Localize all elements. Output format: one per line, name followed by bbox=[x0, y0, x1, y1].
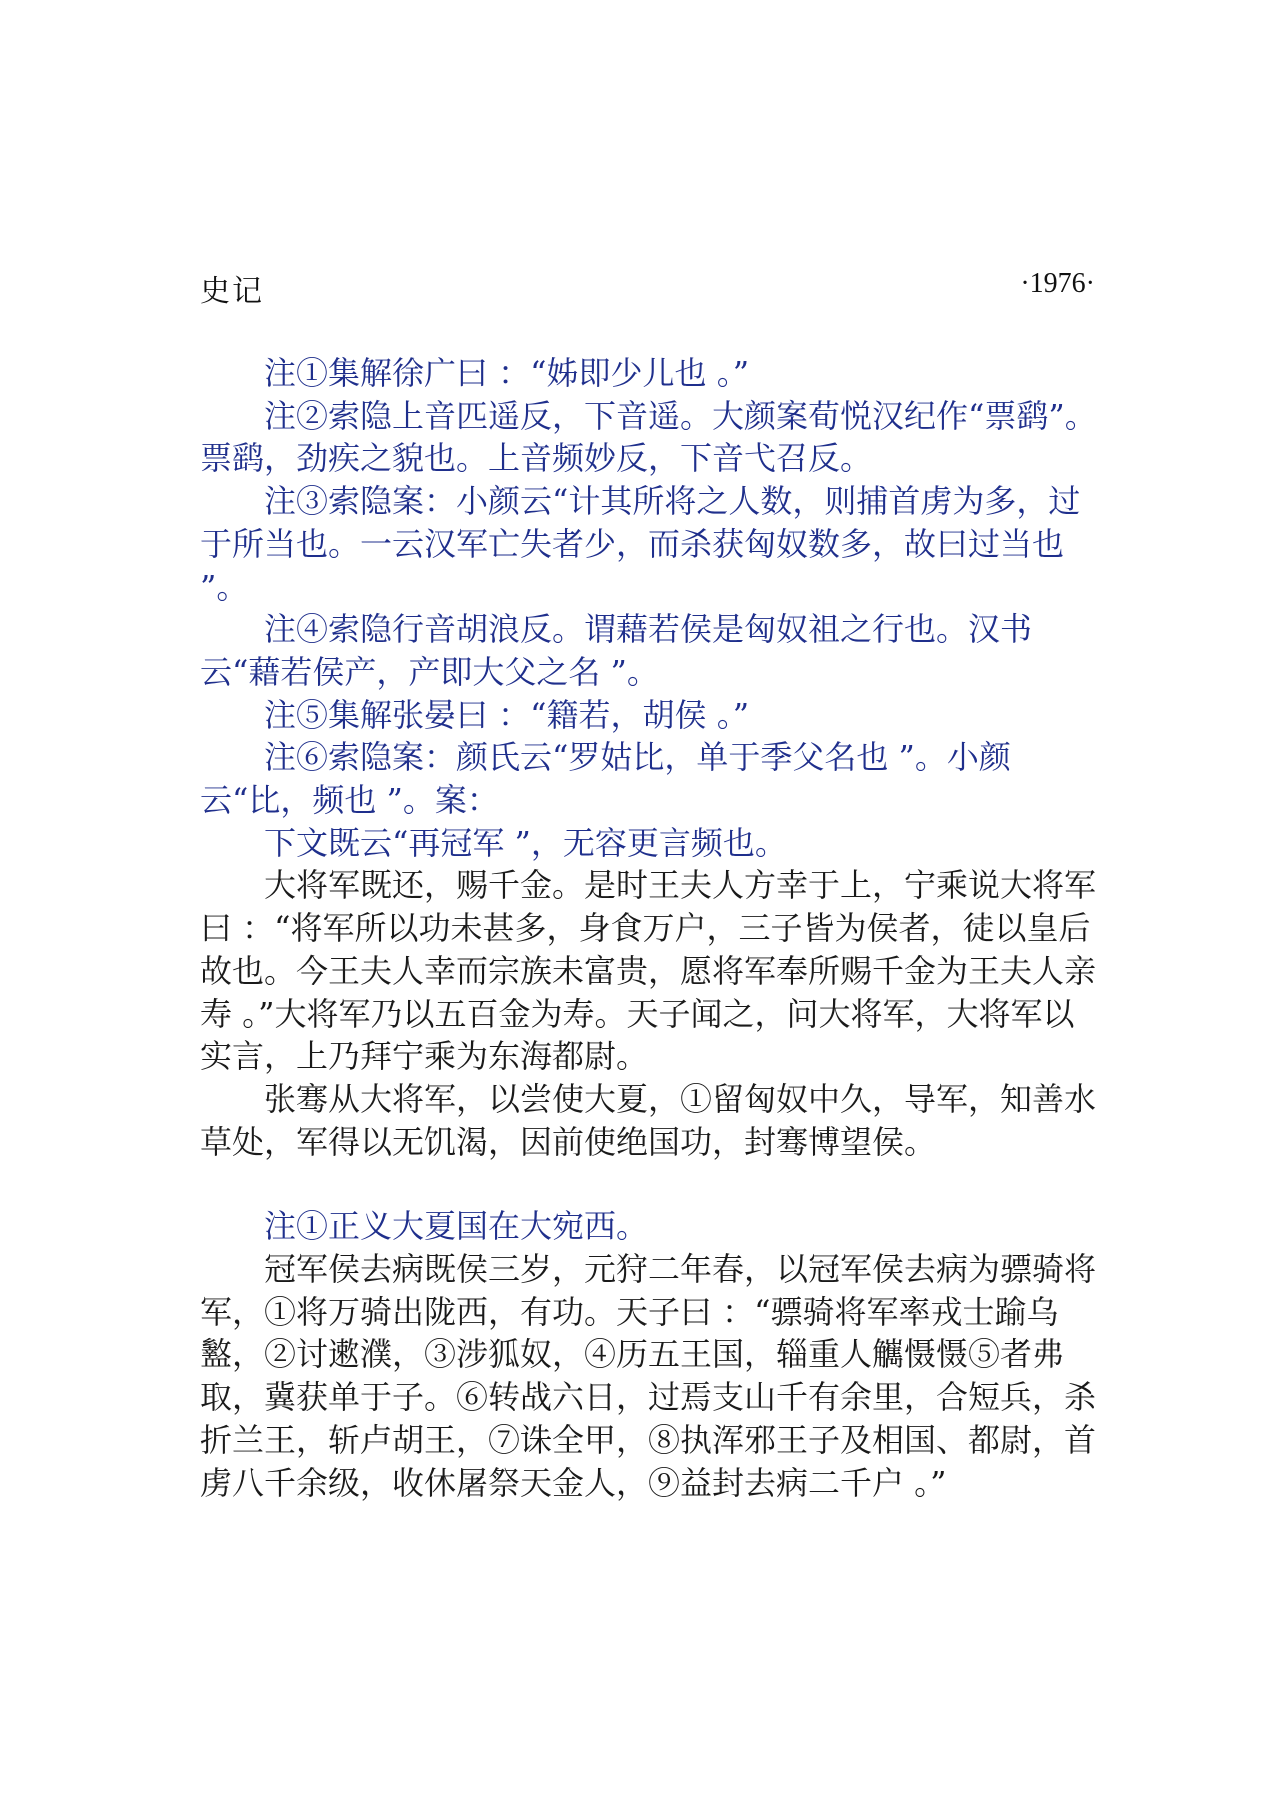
annotation-note: 注④索隐行音胡浪反。谓藉若侯是匈奴祖之行也。汉书云“藉若侯产，产即大父之名 ”。 bbox=[200, 610, 1033, 691]
annotation-note: 注③索隐案：小颜云“计其所将之人数，则捕首虏为多，过于所当也。一云汉军亡失者少，而杀获匈奴数多，故曰过当也 ”。 bbox=[200, 482, 1081, 606]
annotation-note: 注①集解徐广曰 ：“姊即少儿也 。” bbox=[264, 354, 750, 392]
page-number: ·1976· bbox=[1020, 268, 1095, 299]
section-gap bbox=[200, 1163, 1100, 1205]
annotation-note: 注⑤集解张晏曰 ：“籍若，胡侯 。” bbox=[264, 695, 750, 734]
main-text-paragraph: 大将军既还，赐千金。是时王夫人方幸于上，宁乘说大将军曰 ：“将军所以功未甚多，身食万户，三子皆为侯者，徒以皇后故也。今王夫人幸而宗族未富贵，愿将军奉所赐千金为王夫人亲寿 。”大将军乃以五百金为寿。天子闻之，问大将军，大将军以实言，上乃拜宁乘为东海都尉。 bbox=[200, 866, 1097, 1076]
annotation-note: 注②索隐上音匹遥反，下音遥。大颜案荀悦汉纪作“票鹞”。票鹞，劲疾之貌也。上音频妙反，下音弋召反。 bbox=[200, 396, 1097, 478]
annotation-note: 注①正义大夏国在大宛西。 bbox=[264, 1207, 649, 1246]
page-header bbox=[200, 266, 1095, 309]
annotation-note: 注⑥索隐案：颜氏云“罗姑比，单于季父名也 ”。小颜云“比，频也 ”。案： bbox=[200, 738, 1011, 820]
page-content bbox=[200, 352, 1100, 1504]
main-text-paragraph: 冠军侯去病既侯三岁，元狩二年春，以冠军侯去病为骠骑将军，①将万骑出陇西，有功。天子曰 ：“骠骑将军率戎士踰乌盭，②讨遬濮，③涉狐奴，④历五王国，辎重人觽慑慑⑤者弗取，冀获单于子。⑥转战六日，过焉支山千有余里，合短兵，杀折兰王，斩卢胡王，⑦诛全甲，⑧执浑邪王子及相国、都尉，首虏八千余级，收休屠祭天金人，⑨益封去病二千户 。” bbox=[200, 1250, 1097, 1502]
annotation-note: 下文既云“再冠军 ”，无容更言频也。 bbox=[264, 823, 787, 862]
main-text-paragraph: 张骞从大将军，以尝使大夏，①留匈奴中久，导军，知善水草处，军得以无饥渴，因前使绝国功，封骞博望侯。 bbox=[200, 1079, 1097, 1161]
book-title: 史记 bbox=[200, 274, 264, 309]
